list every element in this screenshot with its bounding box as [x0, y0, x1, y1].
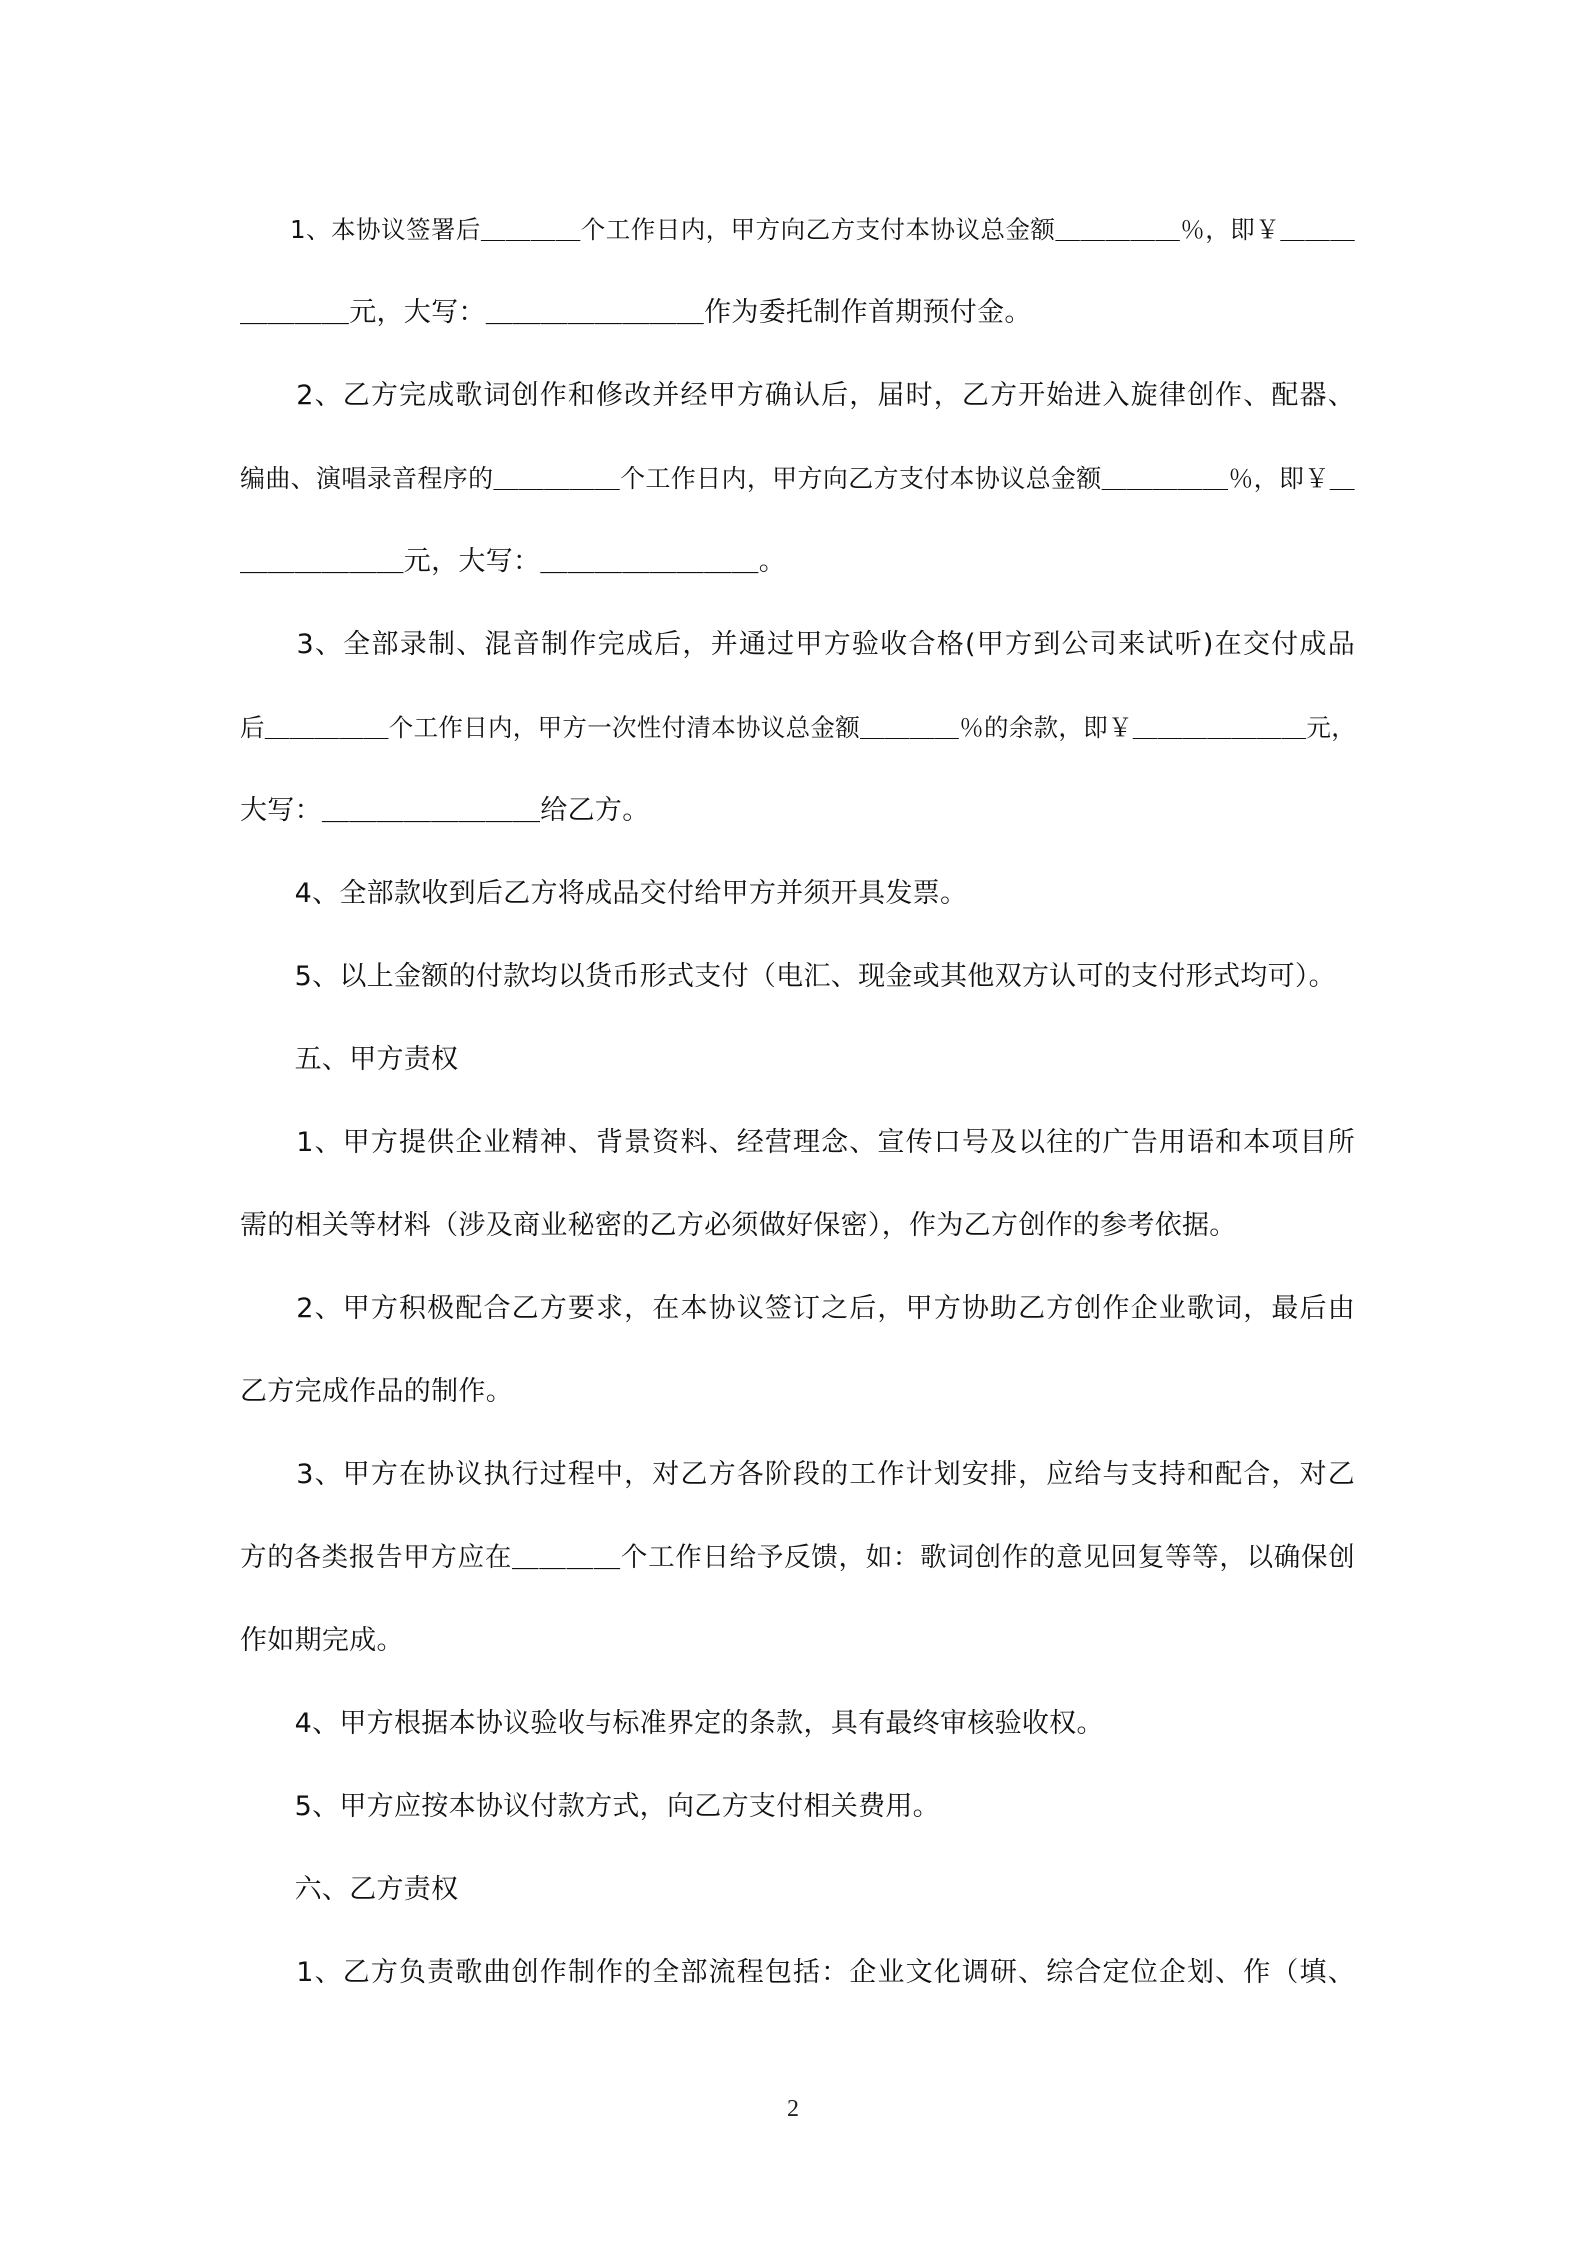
clause-4-2-line-2: 编曲、演唱录音程序的＿＿＿＿＿个工作日内，甲方向乙方支付本协议总金额＿＿＿＿＿％，即￥＿: [240, 464, 1355, 493]
clause-4-4: 4、全部款收到后乙方将成品交付给甲方并须开具发票。: [240, 878, 968, 909]
clause-5-4: 4、甲方根据本协议验收与标准界定的条款，具有最终审核验收权。: [240, 1708, 1104, 1739]
section-heading-6: 六、乙方责权: [240, 1874, 459, 1905]
clause-4-3-line-1: 3、全部录制、混音制作完成后，并通过甲方验收合格(甲方到公司来试听)在交付成品: [240, 629, 1355, 660]
page-number: 2: [787, 2096, 799, 2122]
clause-5-3-line-3: 作如期完成。: [240, 1625, 404, 1656]
section-heading-5: 五、甲方责权: [240, 1044, 459, 1075]
clause-4-3-line-3: 大写：＿＿＿＿＿＿＿＿给乙方。: [240, 795, 650, 826]
clause-4-1-line-1: 1、本协议签署后＿＿＿＿个工作日内，甲方向乙方支付本协议总金额＿＿＿＿＿％，即￥＿＿＿: [240, 215, 1355, 244]
clause-4-3-line-2: 后＿＿＿＿＿个工作日内，甲方一次性付清本协议总金额＿＿＿＿％的余款，即￥＿＿＿＿＿＿＿元，: [240, 713, 1356, 742]
clause-5-2-line-1: 2、甲方积极配合乙方要求，在本协议签订之后，甲方协助乙方创作企业歌词，最后由: [240, 1293, 1355, 1324]
clause-4-2-line-1: 2、乙方完成歌词创作和修改并经甲方确认后，届时，乙方开始进入旋律创作、配器、: [240, 380, 1355, 411]
clause-5-5: 5、甲方应按本协议付款方式，向乙方支付相关费用。: [240, 1791, 940, 1822]
clause-4-2-line-3: ＿＿＿＿＿＿元，大写：＿＿＿＿＿＿＿＿。: [240, 546, 786, 577]
clause-5-1-line-2: 需的相关等材料（涉及商业秘密的乙方必须做好保密），作为乙方创作的参考依据。: [240, 1210, 1237, 1241]
clause-5-3-line-2: 方的各类报告甲方应在＿＿＿＿个工作日给予反馈，如：歌词创作的意见回复等等，以确保创: [240, 1542, 1355, 1573]
clause-5-3-line-1: 3、甲方在协议执行过程中，对乙方各阶段的工作计划安排，应给与支持和配合，对乙: [240, 1459, 1355, 1490]
clause-4-5: 5、以上金额的付款均以货币形式支付（电汇、现金或其他双方认可的支付形式均可）。: [240, 961, 1336, 992]
clause-5-1-line-1: 1、甲方提供企业精神、背景资料、经营理念、宣传口号及以往的广告用语和本项目所: [240, 1127, 1355, 1158]
clause-5-2-line-2: 乙方完成作品的制作。: [240, 1376, 513, 1407]
clause-4-1-line-2: ＿＿＿＿元，大写：＿＿＿＿＿＿＿＿作为委托制作首期预付金。: [240, 297, 1032, 328]
clause-6-1-line-1: 1、乙方负责歌曲创作制作的全部流程包括：企业文化调研、综合定位企划、作（填、: [240, 1957, 1355, 1988]
